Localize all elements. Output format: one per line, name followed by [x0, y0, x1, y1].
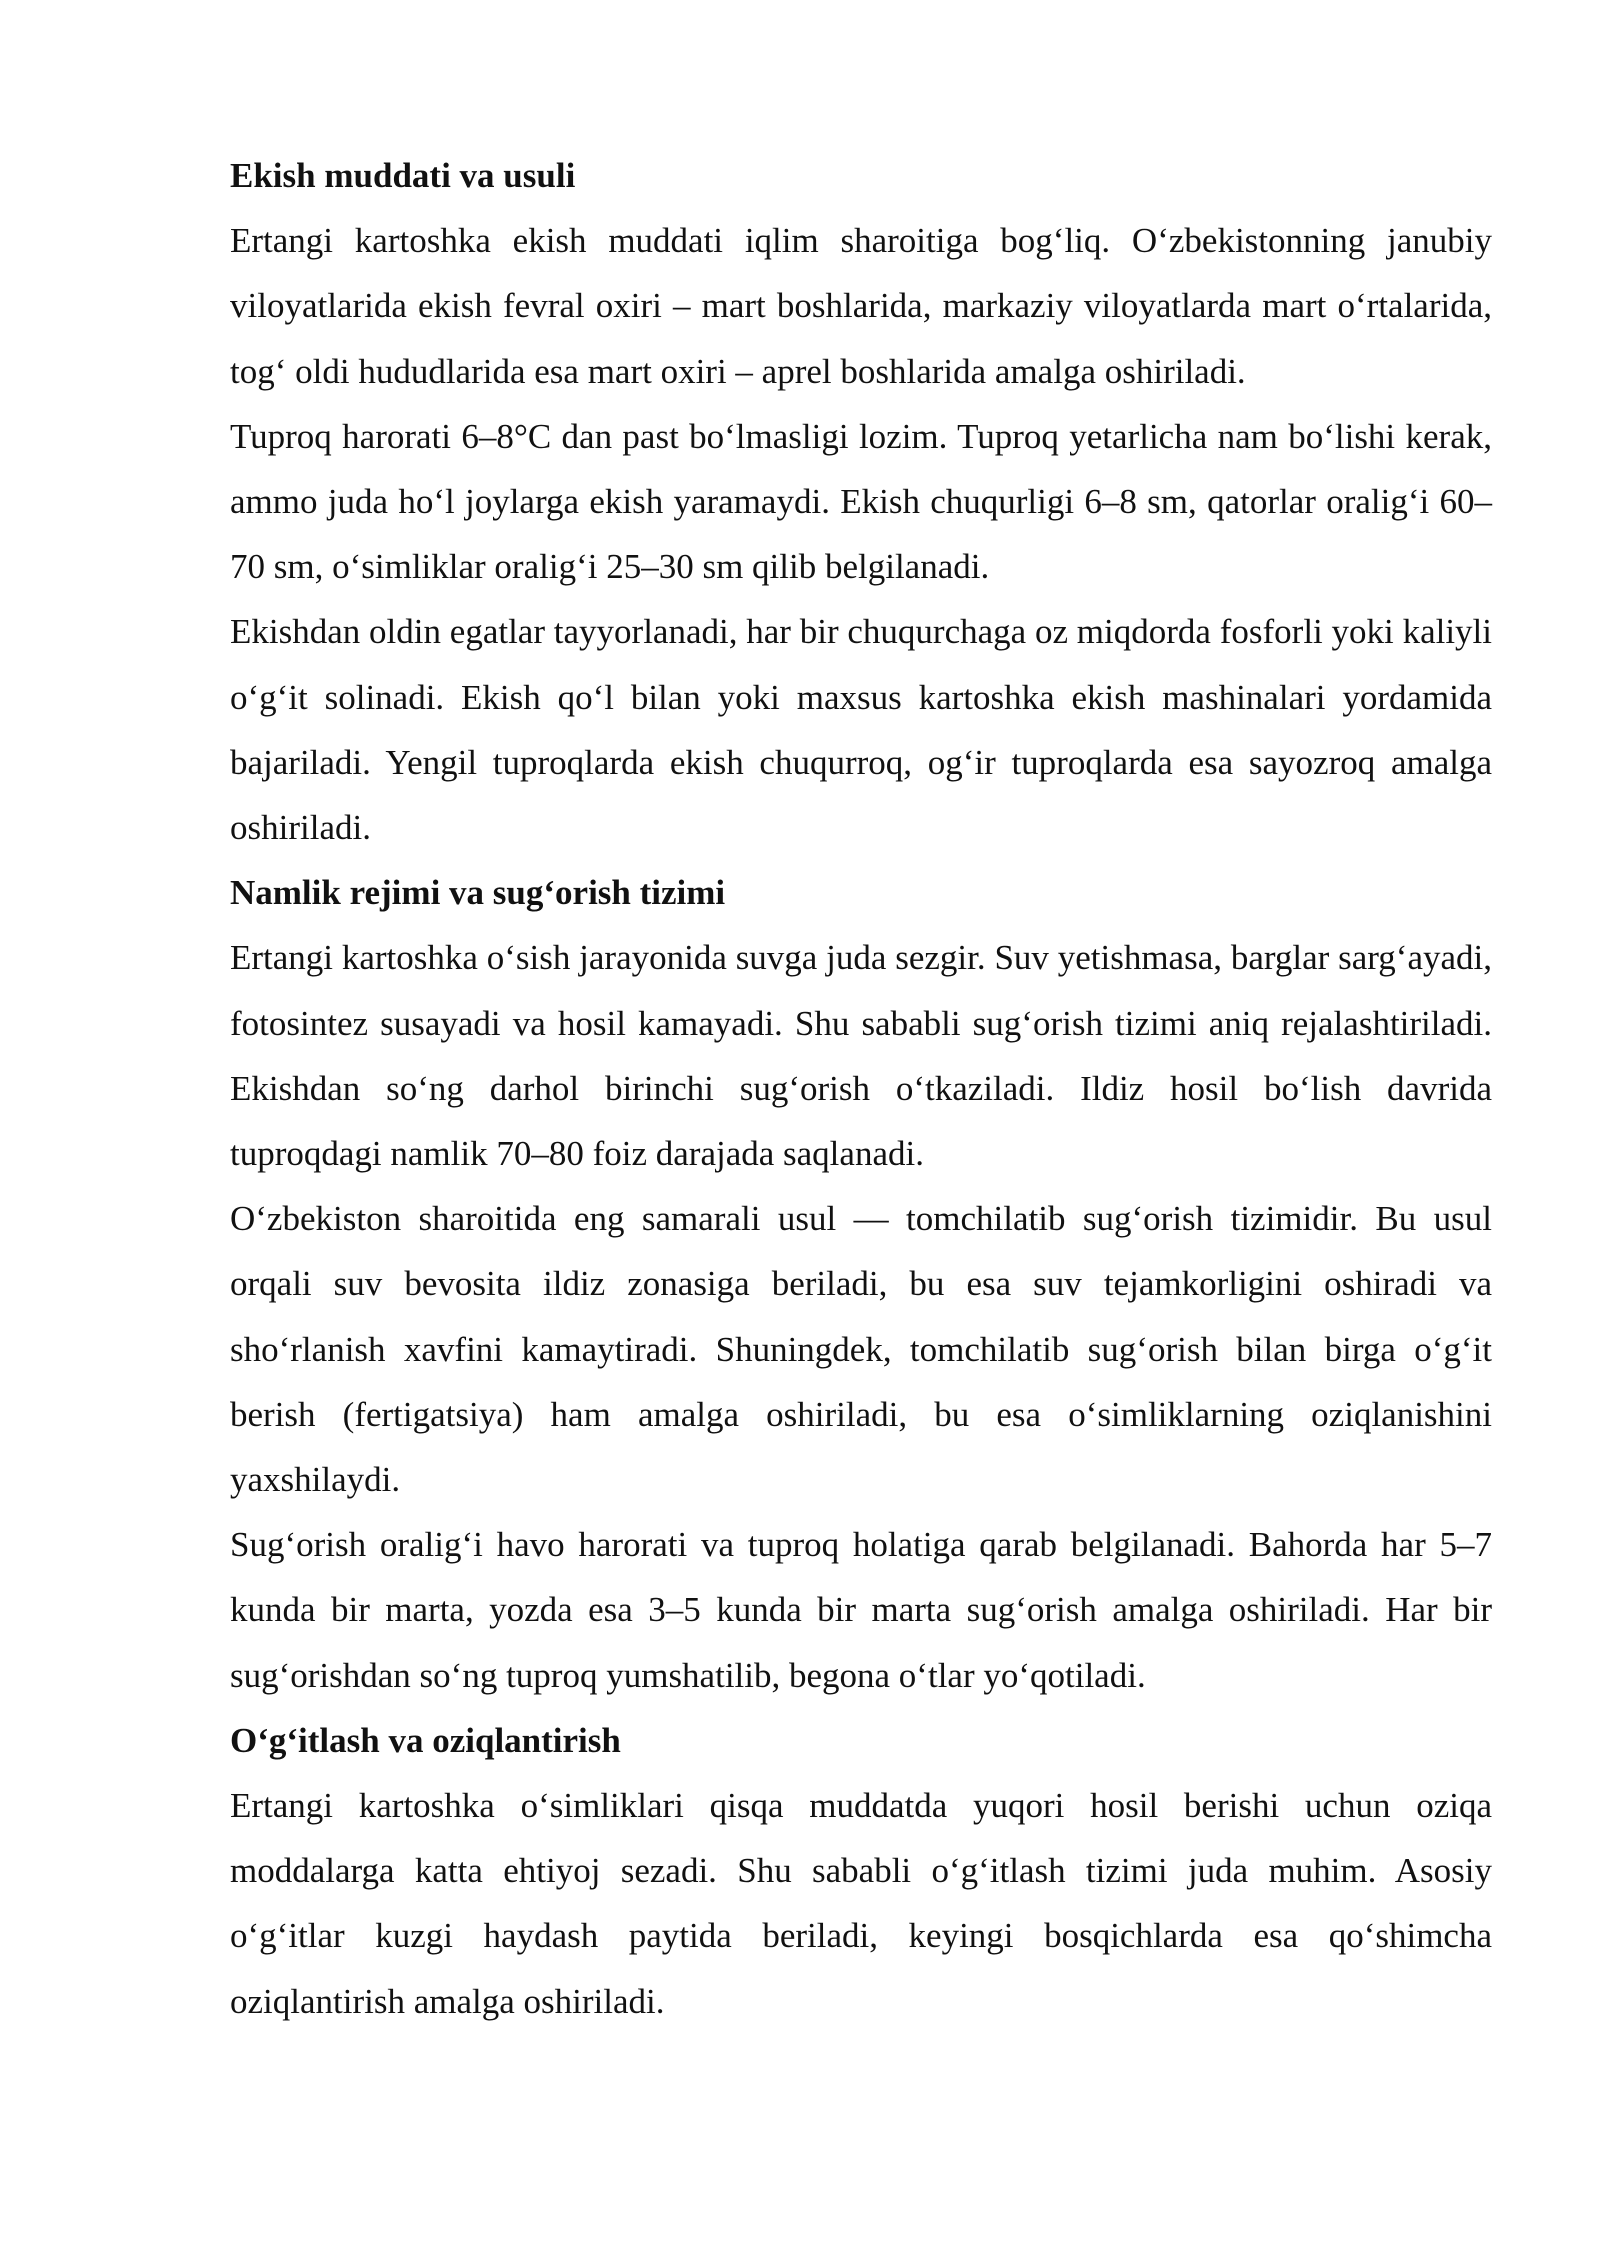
paragraph: Ertangi kartoshka o‘simliklari qisqa muddatda yuqori hosil berishi uchun oziqa moddalarga katta ehtiyoj sezadi. Shu sababli o‘g‘itlash tizimi juda muhim. Asosiy o‘g‘itlar kuzgi haydash paytida beriladi, keyingi bosqichlarda esa qo‘shimcha oziqlantirish amalga oshiriladi.: [230, 1786, 1492, 2021]
paragraph: O‘zbekiston sharoitida eng samarali usul — tomchilatib sug‘orish tizimidir. Bu usul orqali suv bevosita ildiz zonasiga beriladi, bu esa suv tejamkorligini oshiradi va sho‘rlanish xavfini kamaytiradi. Shuningdek, tomchilatib sug‘orish bilan birga o‘g‘it berish (fertigatsiya) ham amalga oshiriladi, bu esa o‘simliklarning oziqlanishini yaxshilaydi.: [230, 1199, 1492, 1500]
paragraph: Ertangi kartoshka o‘sish jarayonida suvga juda sezgir. Suv yetishmasa, barglar sarg‘ayadi, fotosintez susayadi va hosil kamayadi. Shu sababli sug‘orish tizimi aniq rejalashtiriladi. Ekishdan so‘ng darhol birinchi sug‘orish o‘tkaziladi. Ildiz hosil bo‘lish davrida tuproqdagi namlik 70–80 foiz darajada saqlanadi.: [230, 938, 1492, 1174]
paragraph: Ekishdan oldin egatlar tayyorlanadi, har bir chuqurchaga oz miqdorda fosforli yoki kaliyli o‘g‘it solinadi. Ekish qo‘l bilan yoki maxsus kartoshka ekish mashinalari yordamida bajariladi. Yengil tuproqlarda ekish chuqurroq, og‘ir tuproqlarda esa sayozroq amalga oshiriladi.: [230, 612, 1492, 848]
document-page: [230, 143, 1492, 2034]
section-heading-irrigation: Namlik rejimi va sug‘orish tizimi: [230, 873, 726, 913]
section-heading-planting: Ekish muddati va usuli: [230, 156, 576, 195]
paragraph: Sug‘orish oralig‘i havo harorati va tuproq holatiga qarab belgilanadi. Bahorda har 5–7 kunda bir marta, yozda esa 3–5 kunda bir marta sug‘orish amalga oshiriladi. Har bir sug‘orishdan so‘ng tuproq yumshatilib, begona o‘tlar yo‘qotiladi.: [230, 1525, 1492, 1695]
paragraph: Ertangi kartoshka ekish muddati iqlim sharoitiga bog‘liq. O‘zbekistonning janubiy viloyatlarida ekish fevral oxiri – mart boshlarida, markaziy viloyatlarda mart o‘rtalarida, tog‘ oldi hududlarida esa mart oxiri – aprel boshlarida amalga oshiriladi.: [230, 221, 1492, 391]
section-heading-fertilization: O‘g‘itlash va oziqlantirish: [230, 1720, 621, 1760]
paragraph: Tuproq harorati 6–8°C dan past bo‘lmasligi lozim. Tuproq yetarlicha nam bo‘lishi kerak, ammo juda ho‘l joylarga ekish yaramaydi. Ekish chuqurligi 6–8 sm, qatorlar oralig‘i 60–70 sm, o‘simliklar oralig‘i 25–30 sm qilib belgilanadi.: [230, 416, 1492, 587]
